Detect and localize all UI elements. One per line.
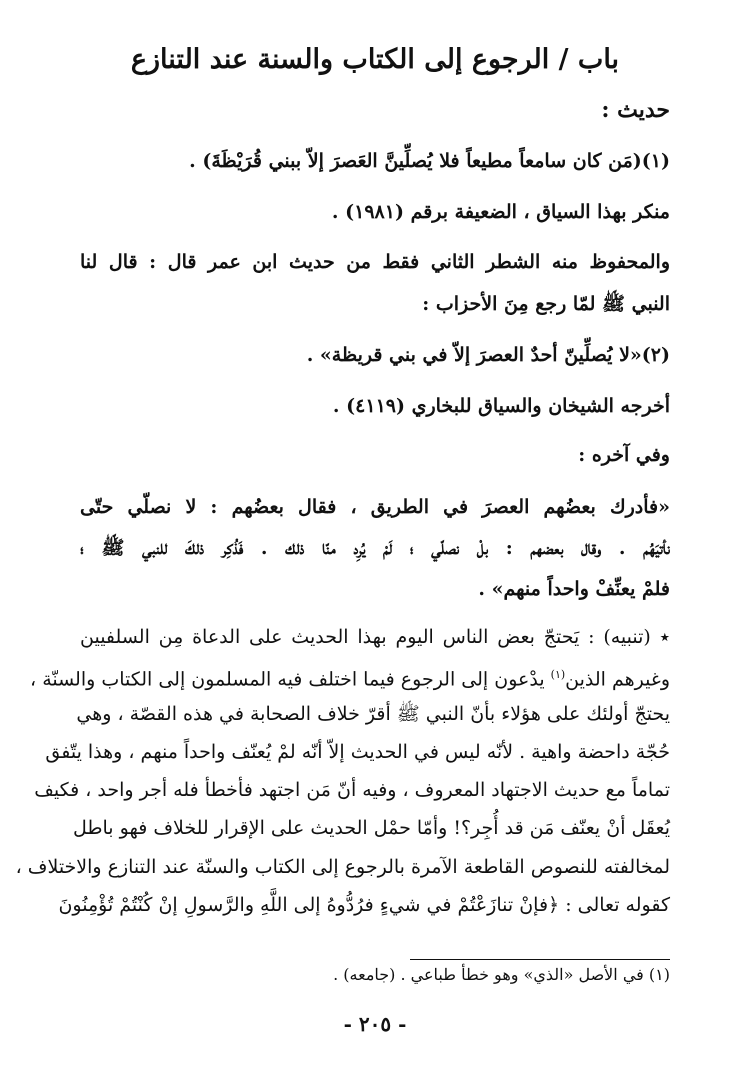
page-number: - ٢٠٥ -	[343, 1012, 407, 1036]
hadith-1-grading: منكر بهذا السياق ، الضعيفة برقم (١٩٨١) .	[331, 201, 670, 223]
section-heading: حديث :	[601, 97, 670, 123]
note-line-2-start: وغيرهم الذين	[565, 668, 670, 691]
quote-line-2: نأتيَهُم . وقال بعضهم : بلْ نصلّي ؛ لَمْ يُرِد منّا ذلك . فَذُكِر ذلكَ للنبي ﷺ ؛	[80, 537, 670, 559]
note-line-5: تماماً مع حديث الاجتهاد المعروف ، وفيه أنّ مَن اجتهد فأخطأ فله أجر واحد ، فكيف	[34, 779, 670, 801]
footnote-text: (١) في الأصل «الذي» وهو خطأ طباعي . (جامعه) .	[333, 965, 670, 984]
note-line-6: يُعقَل أنْ يعنّف مَن قد أُجِر؟! وأمّا حمْل الحديث على الإقرار للخلاف فهو باطل	[73, 817, 670, 839]
note-line-8: كقوله تعالى : ﴿فإنْ تنازَعْتُمْ في شيءٍ فرُدُّوهُ إلى اللَّهِ والرَّسولِ إنْ كُنْتُمْ تُؤْمِنُونَ	[58, 894, 670, 916]
note-line-1: ٭ (تنبيه) : يَحتجّ بعض الناس اليوم بهذا الحديث على الدعاة مِن السلفيين	[80, 626, 670, 648]
quote-line-1: «فأدرك بعضُهم العصرَ في الطريق ، فقال بعضُهم : لا نصلّي حتّى	[80, 496, 670, 518]
mahfuz-line-2: النبي ﷺ لمّا رجع مِنَ الأحزاب :	[422, 293, 670, 315]
mahfuz-line-1: والمحفوظ منه الشطر الثاني فقط من حديث ابن عمر قال : قال لنا	[80, 251, 670, 273]
hadith-1-text: (١)(مَن كان سامعاً مطيعاً فلا يُصلِّينَّ العَصرَ إلاّ ببني قُرَيْظَةَ) .	[189, 150, 670, 172]
note-line-4: حُجّة داحضة واهية . لأنّه ليس في الحديث إلاّ أنّه لمْ يُعنّف واحداً منهم ، وهذا يتّفق	[45, 741, 670, 763]
note-line-3: يحتجّ أولئك على هؤلاء بأنّ النبي ﷺ أقرّ خلاف الصحابة في هذه القصّة ، وهي	[76, 703, 670, 725]
note-line-2-end: يدْعون إلى الرجوع فيما اختلف فيه المسلمون إلى الكتاب والسنّة ،	[30, 668, 551, 691]
page-title: باب / الرجوع إلى الكتاب والسنة عند التنازع	[130, 44, 620, 75]
footnote-marker: (١)	[550, 668, 566, 681]
hadith-2-takhrij: أخرجه الشيخان والسياق للبخاري (٤١١٩) .	[332, 395, 670, 417]
akhirih-label: وفي آخره :	[578, 444, 670, 466]
hadith-2-text: (٢)«لا يُصلِّينّ أحدٌ العصرَ إلاّ في بني قريظة» .	[306, 344, 670, 366]
quote-line-3: فلمْ يعنِّفْ واحداً منهم» .	[478, 578, 670, 600]
note-line-2	[30, 660, 670, 694]
note-line-7: لمخالفته للنصوص القاطعة الآمرة بالرجوع إلى الكتاب والسنّة عند التنازع والاختلاف ،	[15, 856, 670, 878]
